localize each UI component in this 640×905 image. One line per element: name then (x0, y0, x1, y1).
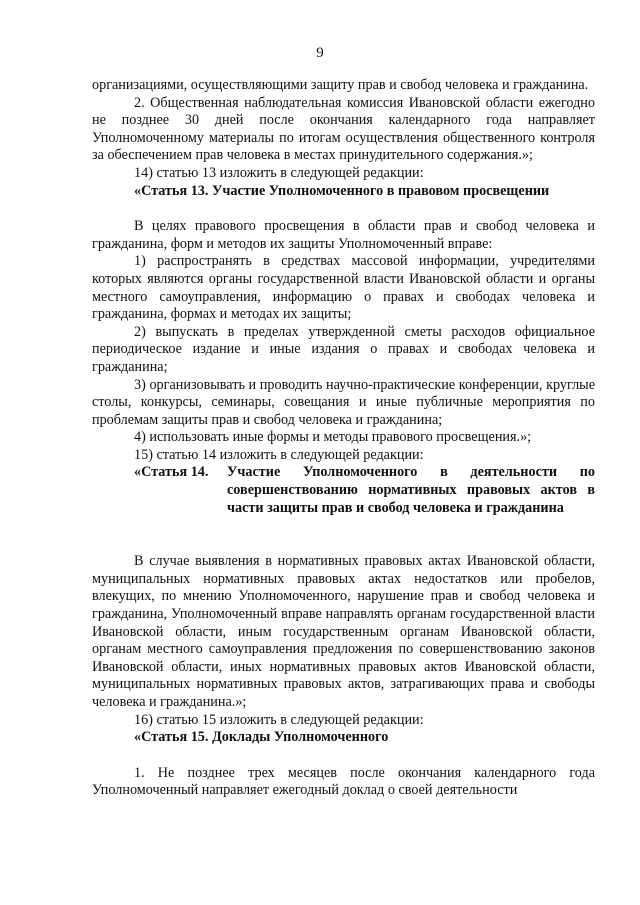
paragraph: организациями, осуществляющими защиту прав и свобод человека и гражданина. (92, 77, 589, 93)
paragraph: В случае выявления в нормативных правовых актах Ивановской области, муниципальных нормативных правовых актах недостатков или пробелов, влекущих, по мнению Уполномоченного, нарушение прав и свобод человека и гражданина, Уполномоченный вправе направлять органам государственной власти Ивановской области, иным государственным органам Ивановской области, органам местного самоуправления предложения по совершенствованию законов Ивановской области, иных нормативных правовых актов Ивановской области, муниципальных нормативных правовых актов, затрагивающих права и свободы человека и гражданина.»; (92, 553, 595, 710)
spacer (92, 517, 595, 553)
paragraph: 2. Общественная наблюдательная комиссия Ивановской области ежегодно не позднее 30 дней после окончания календарного года направляет Уполномоченному материалы по итогам осуществления общественного контроля за обеспечением прав человека в местах принудительного содержания.»; (92, 94, 595, 164)
paragraph: 3) организовывать и проводить научно-практические конференции, круглые столы, конкурсы, семинары, совещания и иные публичные мероприятия по проблемам защиты прав и свобод человека и гражданина; (92, 376, 595, 428)
spacer (92, 747, 595, 765)
paragraph: 1) распространять в средствах массовой информации, учредителями которых являются органы государственной власти Ивановской области и органы местного самоуправления, информацию о правах и свободах человека и гражданина, формах и методах их защиты; (92, 253, 595, 323)
spacer (92, 200, 595, 218)
paragraph: 16) статью 15 изложить в следующей редакции: (134, 711, 424, 728)
paragraph: 14) статью 13 изложить в следующей редакции: (134, 164, 424, 181)
page-number: 9 (316, 45, 324, 61)
paragraph: 1. Не позднее трех месяцев после окончания календарного года Уполномоченный направляет ежегодный доклад о своей деятельности (92, 764, 595, 799)
article-14-heading (92, 464, 595, 517)
paragraph: 2) выпускать в пределах утвержденной сметы расходов официальное периодическое издание и иные издания о правах и свободах человека и гражданина; (92, 323, 595, 375)
article-15-heading: «Статья 15. Доклады Уполномоченного (134, 729, 389, 746)
document-body (92, 77, 595, 800)
paragraph: 15) статью 14 изложить в следующей редакции: (134, 446, 424, 463)
article-14-title: Участие Уполномоченного в деятельности по совершенствованию нормативных правовых актов в части защиты прав и свобод человека и гражданина (227, 464, 595, 516)
paragraph: 4) использовать иные формы и методы правового просвещения.»; (134, 429, 532, 446)
article-13-heading: «Статья 13. Участие Уполномоченного в правовом просвещении (134, 182, 550, 199)
article-14-label: «Статья 14. (134, 464, 209, 481)
paragraph: В целях правового просвещения в области прав и свобод человека и гражданина, форм и методов их защиты Уполномоченный вправе: (92, 218, 595, 252)
